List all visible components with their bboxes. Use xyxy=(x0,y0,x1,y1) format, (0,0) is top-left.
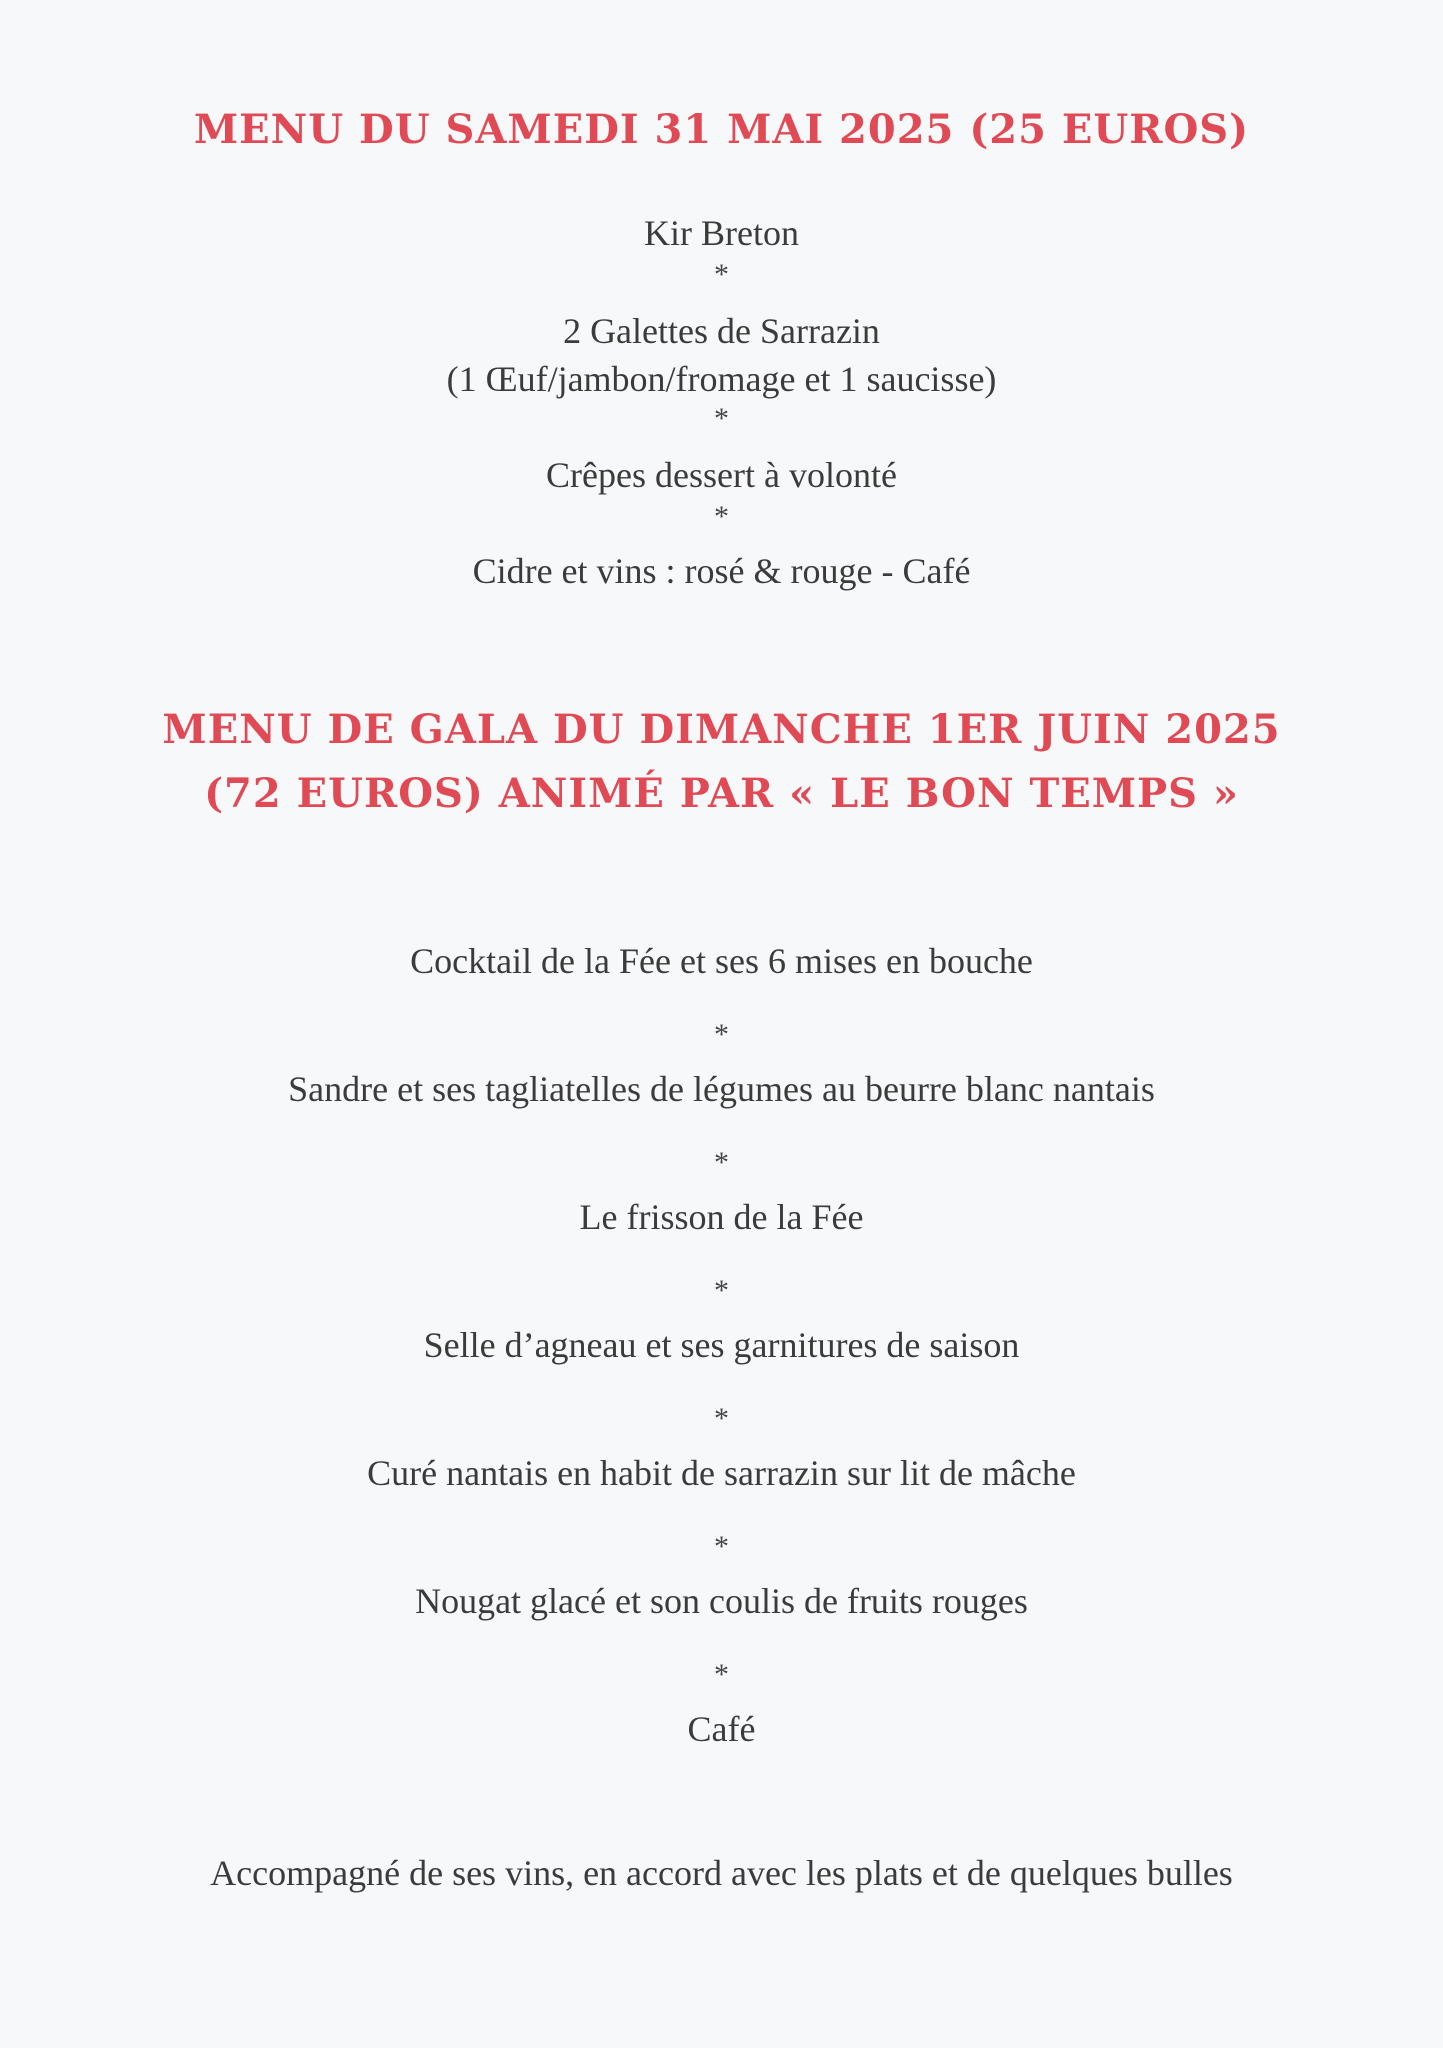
menu1-item-kir: Kir Breton xyxy=(644,213,799,253)
menu2-item-agneau: Selle d’agneau et ses garnitures de saison xyxy=(423,1325,1020,1365)
menu2-title-line2: (72 EUROS) ANIMÉ PAR « LE BON TEMPS » xyxy=(204,770,1239,817)
separator-star: * xyxy=(714,500,729,533)
menu2-footer: Accompagné de ses vins, en accord avec les plats et de quelques bulles xyxy=(210,1853,1233,1893)
menu2-item-cocktail: Cocktail de la Fée et ses 6 mises en bouche xyxy=(410,941,1033,981)
menu1-title: MENU DU SAMEDI 31 MAI 2025 (25 EUROS) xyxy=(193,106,1250,153)
menu2-item-frisson: Le frisson de la Fée xyxy=(579,1197,864,1237)
menu1-item-drinks: Cidre et vins : rosé & rouge - Café xyxy=(472,551,971,591)
separator-star: * xyxy=(714,1658,729,1691)
separator-star: * xyxy=(714,258,729,291)
separator-star: * xyxy=(714,1146,729,1179)
menu2-title-line1: MENU DE GALA DU DIMANCHE 1ER JUIN 2025 xyxy=(162,706,1281,753)
separator-star: * xyxy=(714,402,729,435)
separator-star: * xyxy=(714,1274,729,1307)
menu2-item-sandre: Sandre et ses tagliatelles de légumes au beurre blanc nantais xyxy=(288,1069,1155,1109)
separator-star: * xyxy=(714,1530,729,1563)
menu2-item-cafe: Café xyxy=(687,1709,756,1749)
menu1-item-galettes-detail: (1 Œuf/jambon/fromage et 1 saucisse) xyxy=(446,359,997,399)
menu2-item-nougat: Nougat glacé et son coulis de fruits rouges xyxy=(415,1581,1028,1621)
menu1-item-galettes: 2 Galettes de Sarrazin xyxy=(563,311,880,351)
menu1-item-crepes: Crêpes dessert à volonté xyxy=(546,455,897,495)
separator-star: * xyxy=(714,1018,729,1051)
separator-star: * xyxy=(714,1402,729,1435)
menu2-item-cure-nantais: Curé nantais en habit de sarrazin sur lit de mâche xyxy=(367,1453,1076,1493)
